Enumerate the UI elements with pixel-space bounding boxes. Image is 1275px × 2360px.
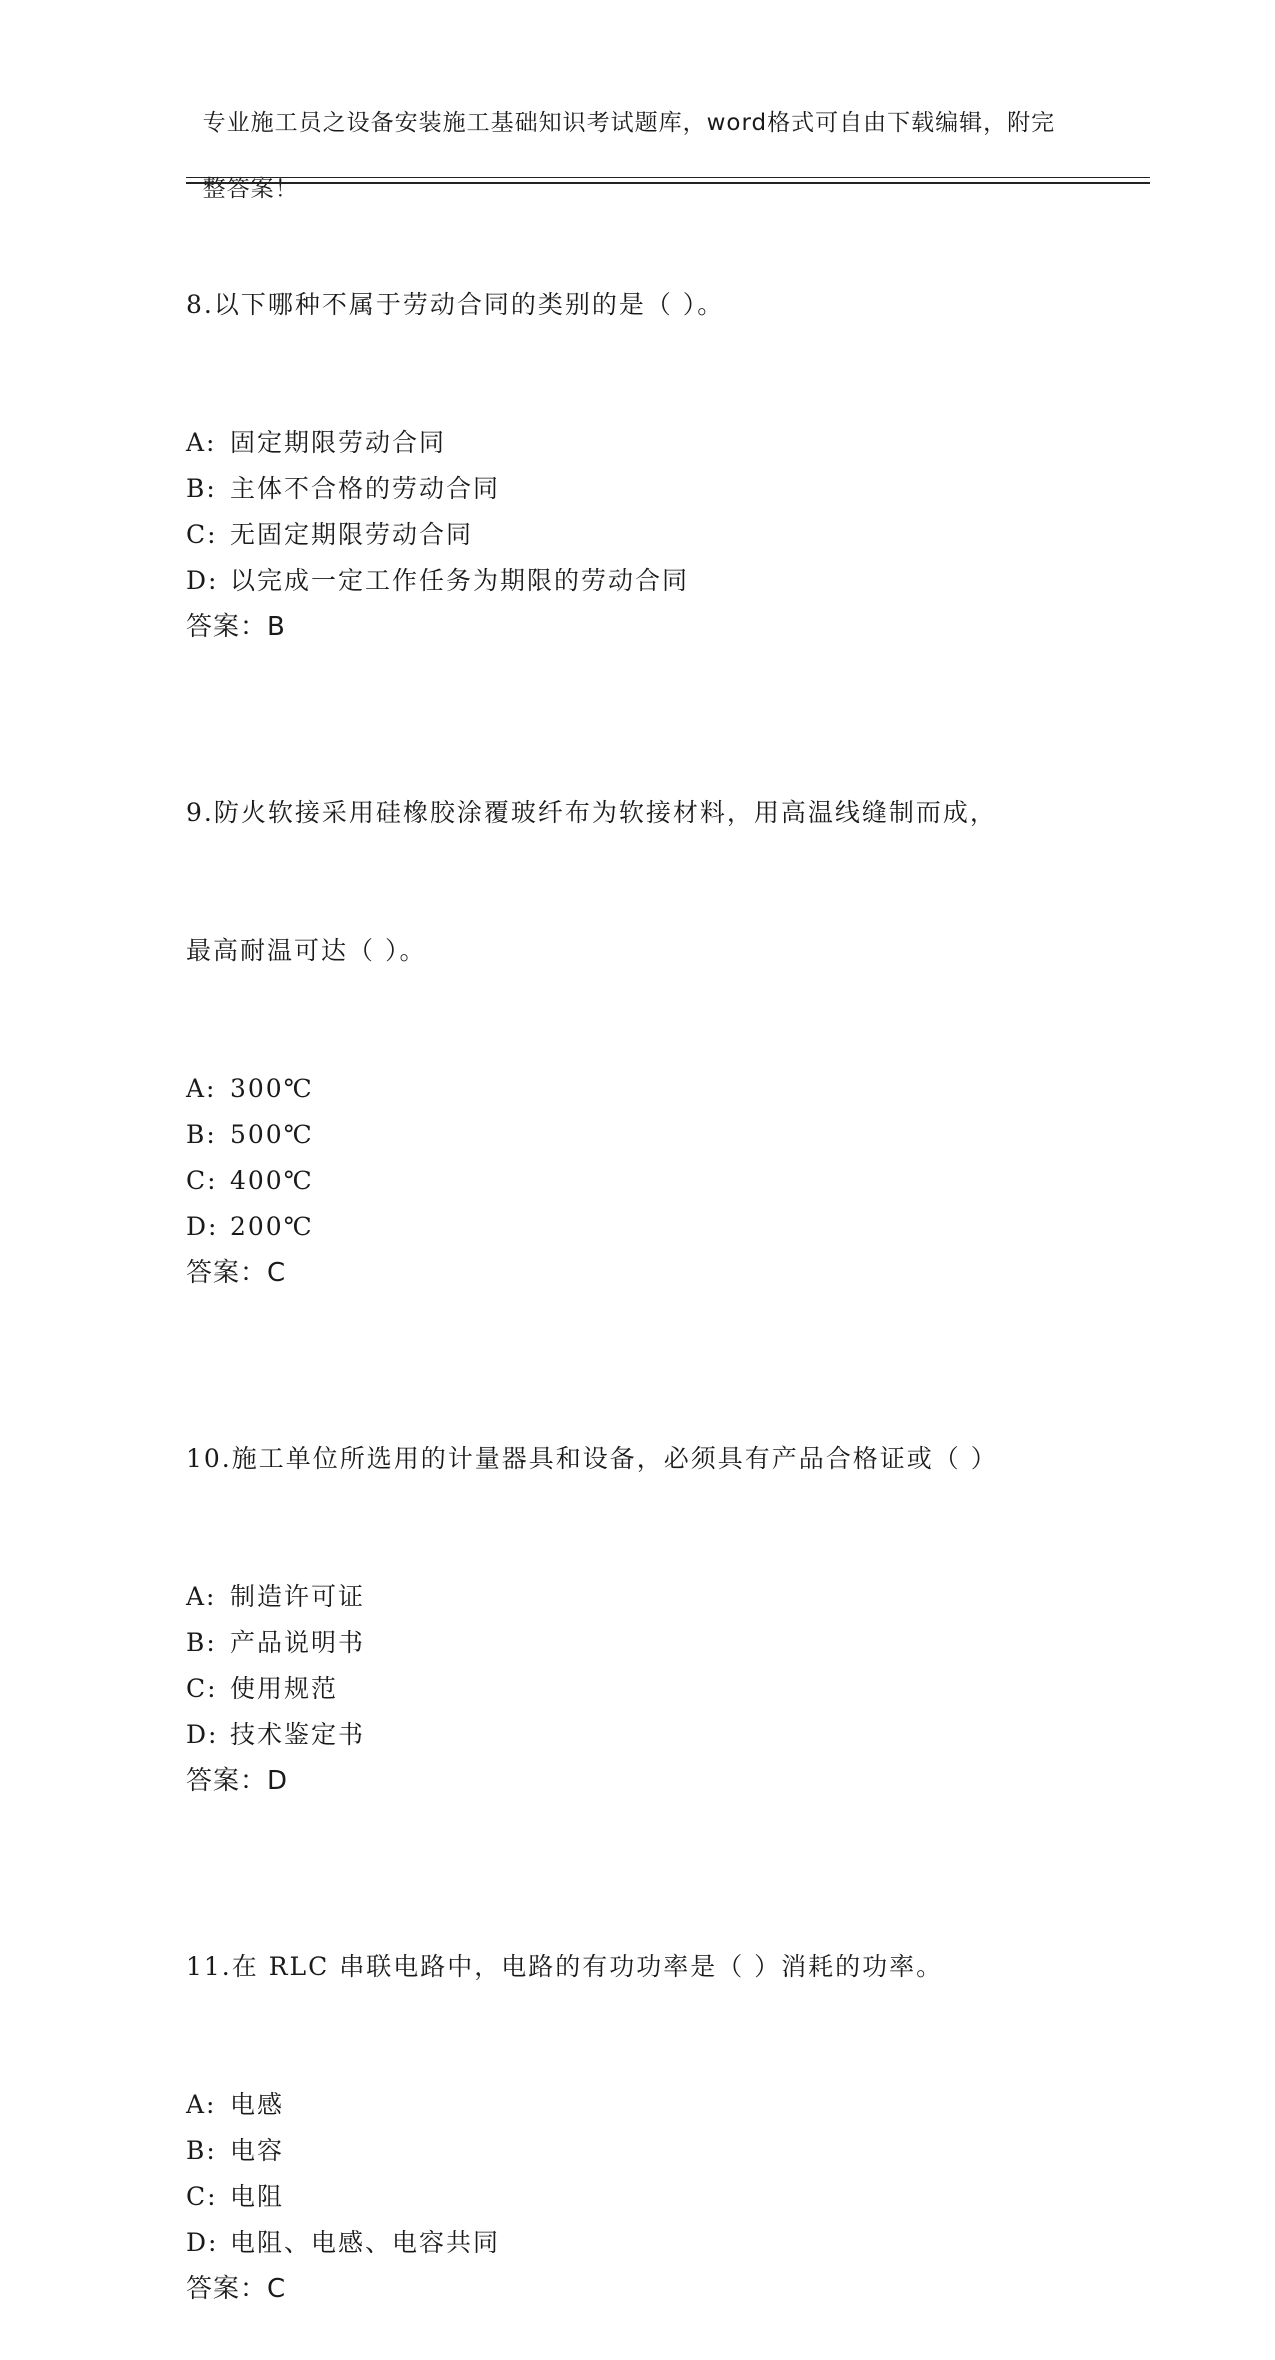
option-text: 技术鉴定书 [230, 1720, 366, 1749]
option-c [186, 1666, 1086, 1712]
option-a [186, 2082, 1086, 2128]
answer: 答案：B [186, 612, 286, 642]
option-letter: D: [186, 1212, 219, 1241]
answer: 答案：C [186, 1258, 287, 1288]
question-stem [186, 1852, 1086, 2082]
option-text: 电感 [230, 2090, 285, 2119]
option-b [186, 1112, 1086, 1158]
question-stem [186, 1344, 1086, 1574]
option-text: 制造许可证 [230, 1582, 366, 1611]
option-text: 以完成一定工作任务为期限的劳动合同 [230, 566, 690, 595]
answer: 答案：D [186, 1766, 289, 1796]
question-text-line: 施工单位所选用的计量器具和设备，必须具有产品合格证或（ ） [231, 1444, 998, 1473]
question-text-line: 最高耐温可达（ ）。 [186, 936, 427, 965]
answer: 答案：C [186, 2274, 287, 2304]
option-text: 电容 [230, 2136, 285, 2165]
option-b [186, 2128, 1086, 2174]
option-text: 固定期限劳动合同 [230, 428, 447, 457]
option-letter: A: [186, 428, 217, 457]
question-number: 10. [186, 1444, 232, 1473]
option-letter: A: [186, 2090, 217, 2119]
option-text: 产品说明书 [230, 1628, 366, 1657]
option-c [186, 1158, 1086, 1204]
header-divider-thin [186, 177, 1150, 178]
header-divider-thick [186, 182, 1150, 184]
question-10 [186, 1344, 1086, 1804]
option-letter: C: [186, 1674, 218, 1703]
option-d [186, 2220, 1086, 2266]
option-letter: D: [186, 1720, 219, 1749]
header-title-line-1: 专业施工员之设备安装施工基础知识考试题库，word格式可自由下载编辑，附完 [202, 110, 1056, 136]
option-b [186, 1620, 1086, 1666]
question-stem [186, 698, 1086, 1066]
option-text: 电阻 [230, 2182, 285, 2211]
option-text: 200℃ [230, 1212, 314, 1241]
option-a [186, 420, 1086, 466]
question-text-line: 防火软接采用硅橡胶涂覆玻纤布为软接材料，用高温线缝制而成， [213, 798, 997, 827]
option-c [186, 512, 1086, 558]
question-list [186, 190, 1086, 2360]
option-d [186, 558, 1086, 604]
option-letter: A: [186, 1074, 217, 1103]
option-letter: C: [186, 2182, 218, 2211]
option-letter: B: [186, 1628, 217, 1657]
option-letter: D: [186, 2228, 219, 2257]
option-c [186, 2174, 1086, 2220]
question-11 [186, 1852, 1086, 2312]
option-text: 500℃ [230, 1120, 314, 1149]
option-text: 电阻、电感、电容共同 [230, 2228, 501, 2257]
option-a [186, 1574, 1086, 1620]
question-text-line: 以下哪种不属于劳动合同的类别的是（ ）。 [213, 290, 725, 319]
option-a [186, 1066, 1086, 1112]
option-text: 使用规范 [230, 1674, 339, 1703]
document-header [186, 74, 1066, 206]
option-letter: C: [186, 520, 218, 549]
option-text: 300℃ [230, 1074, 314, 1103]
option-d [186, 1204, 1086, 1250]
header-title-line-2: 整答案！ [202, 176, 299, 202]
option-letter: D: [186, 566, 219, 595]
question-stem [186, 190, 1086, 420]
option-letter: A: [186, 1582, 217, 1611]
option-text: 400℃ [230, 1166, 314, 1195]
option-letter: C: [186, 1166, 218, 1195]
option-letter: B: [186, 2136, 217, 2165]
option-letter: B: [186, 1120, 217, 1149]
question-number: 11. [186, 1952, 232, 1981]
question-8 [186, 190, 1086, 650]
question-number: 8. [186, 290, 214, 319]
option-letter: B: [186, 474, 217, 503]
question-text-line: 在 RLC 串联电路中，电路的有功功率是（ ）消耗的功率。 [231, 1952, 944, 1981]
option-b [186, 466, 1086, 512]
option-d [186, 1712, 1086, 1758]
option-text: 主体不合格的劳动合同 [230, 474, 501, 503]
question-number: 9. [186, 798, 214, 827]
question-9 [186, 698, 1086, 1296]
option-text: 无固定期限劳动合同 [230, 520, 474, 549]
